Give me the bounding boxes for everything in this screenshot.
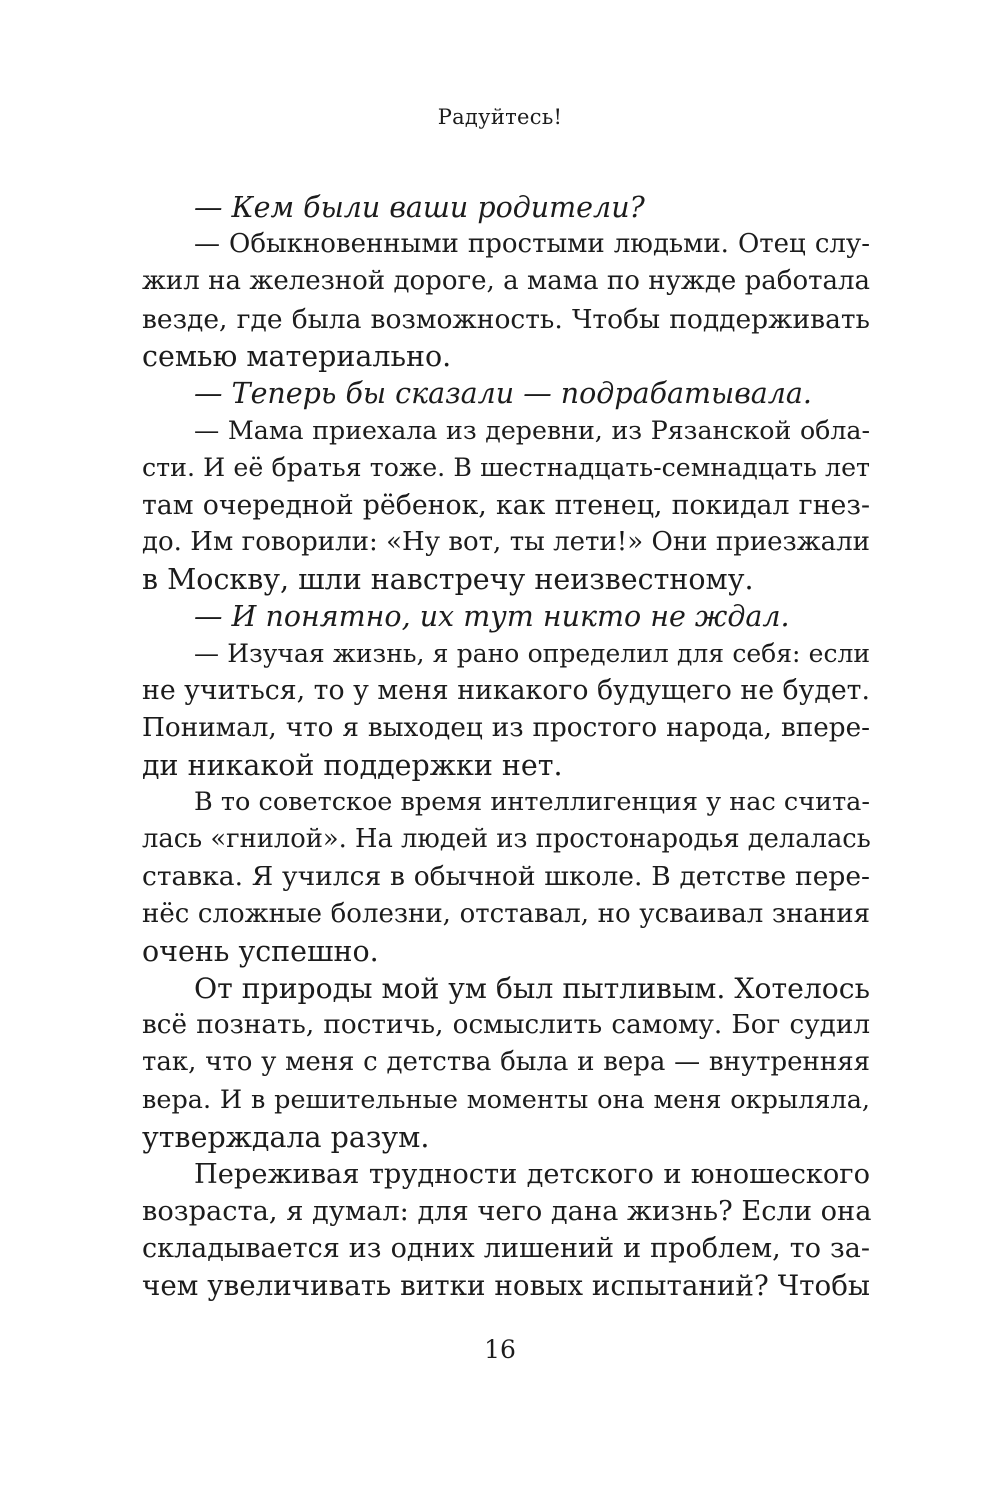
text-line: — И понятно, их тут никто не ждал. (194, 600, 790, 634)
text-line: возраста, я думал: для чего дана жизнь? Если она (142, 1196, 872, 1228)
text-line: сти. И её братья тоже. В шестнадцать-семнадцать лет (142, 453, 870, 483)
text-line: утверждала разум. (142, 1120, 430, 1154)
text-line: В то советское время интеллигенция у нас счита- (194, 787, 870, 817)
text-line: всё познать, постичь, осмыслить самому. Бог судил (142, 1010, 870, 1041)
text-line: вера. И в решительные моменты она меня окрыляла, (142, 1084, 870, 1115)
text-line: жил на железной дороге, а мама по нужде работала (142, 266, 870, 297)
text-line: в Москву, шли навстречу неизвестному. (142, 562, 754, 596)
running-head: Радуйтесь! (437, 105, 563, 129)
text-line: — Изучая жизнь, я рано определил для себя: если (194, 639, 870, 669)
text-line: От природы мой ум был пытливым. Хотелось (194, 971, 870, 1005)
text-line: ставка. Я учился в обычной школе. В детстве пере- (142, 861, 870, 893)
text-line: — Обыкновенными простыми людьми. Отец слу- (194, 229, 870, 260)
text-line: Понимал, что я выходец из простого народа, впере- (142, 712, 870, 743)
text-line: лась «гнилой». На людей из простонародья делалась (142, 824, 871, 855)
text-line: складывается из одних лишений и проблем, то за- (142, 1233, 870, 1265)
text-line: там очередной рёбенок, как птенец, покидал гнез- (142, 489, 870, 521)
text-line: везде, где была возможность. Чтобы поддерживать (142, 303, 870, 335)
body-text (142, 189, 870, 1305)
text-line: нёс сложные болезни, отставал, но усваивал знания (142, 898, 870, 929)
text-line: — Теперь бы сказали — подрабатывала. (194, 376, 812, 410)
text-line: Переживая трудности детского и юношеского (194, 1158, 870, 1190)
text-line: так, что у меня с детства была и вера — внутренняя (142, 1047, 870, 1078)
text-line: очень успешно. (142, 934, 379, 968)
text-line: ди никакой поддержки нет. (142, 748, 563, 782)
text-line: чем увеличивать витки новых испытаний? Чтобы (142, 1269, 870, 1303)
text-line: — Мама приехала из деревни, из Рязанской обла- (194, 416, 870, 446)
text-line: — Кем были ваши родители? (194, 191, 645, 224)
text-line: семью материально. (142, 339, 452, 373)
text-line: не учиться, то у меня никакого будущего не будет. (142, 675, 870, 707)
page-number: 16 (484, 1335, 516, 1364)
text-line: до. Им говорили: «Ну вот, ты лети!» Они приезжали (142, 526, 870, 557)
